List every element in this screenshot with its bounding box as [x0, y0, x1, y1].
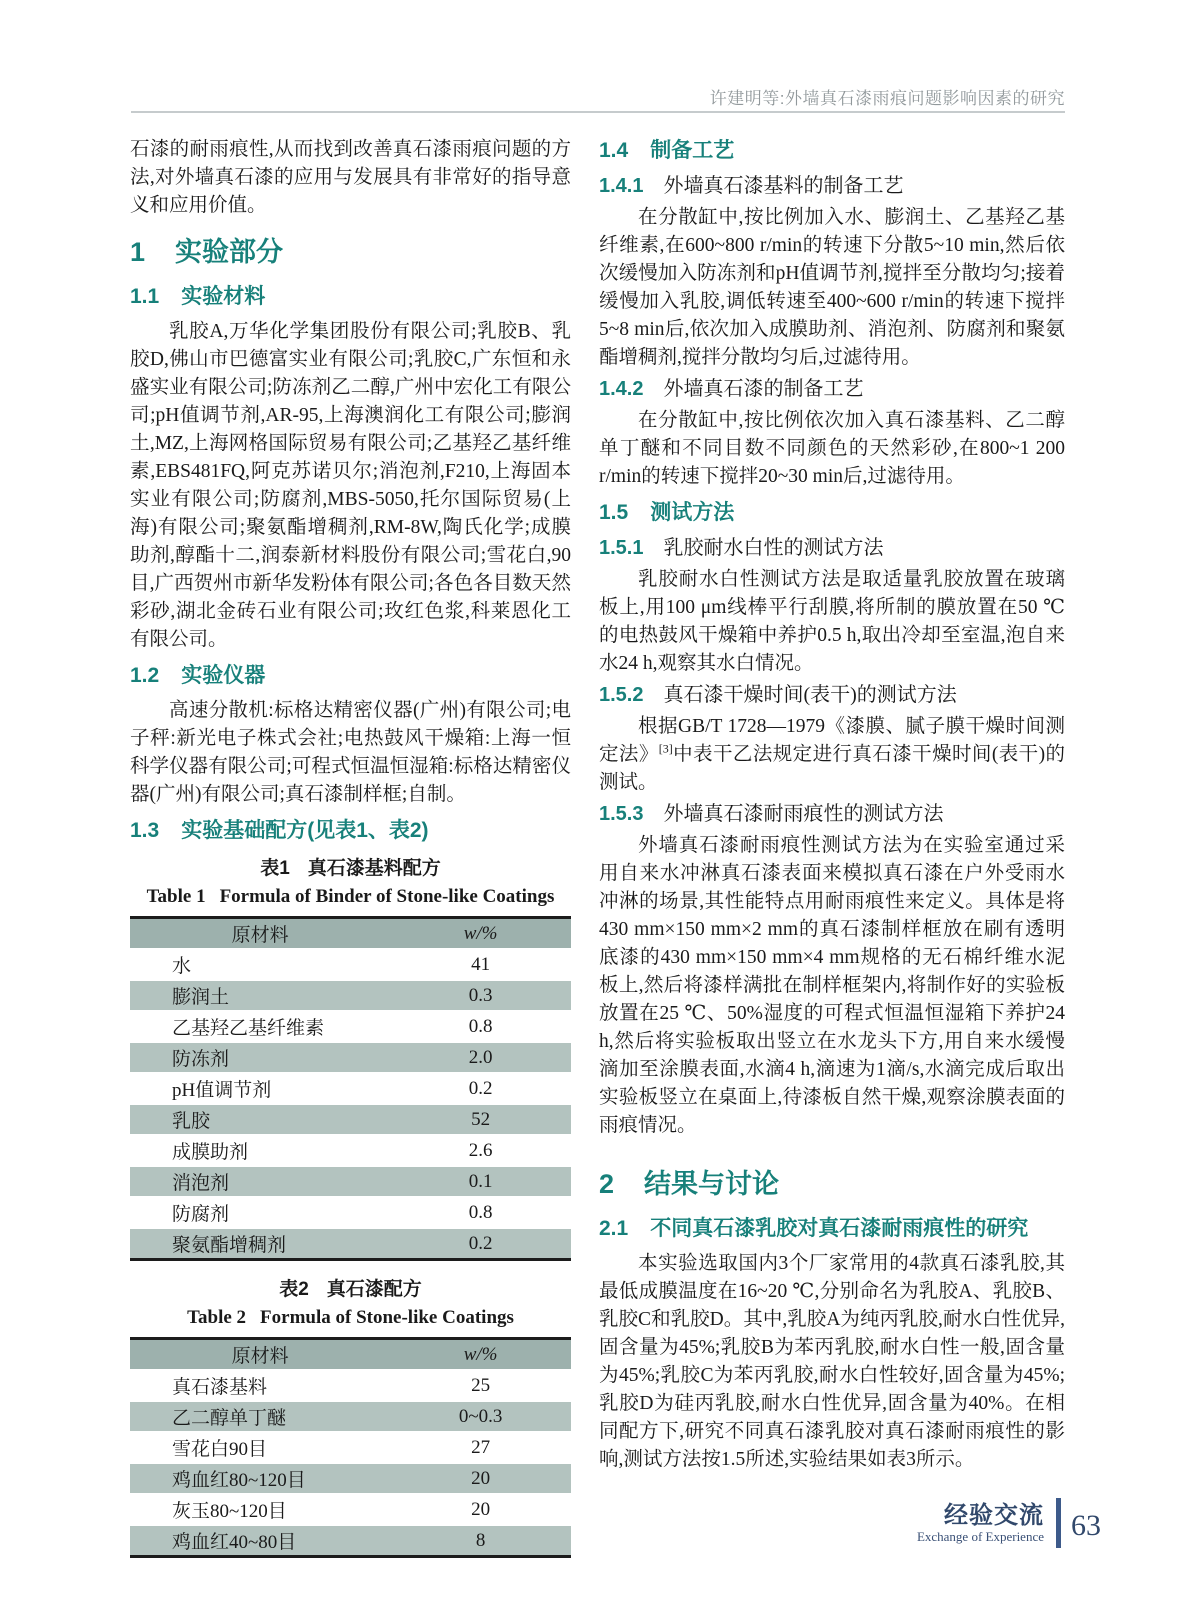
section-title: 实验仪器: [181, 664, 266, 687]
table2-caption-zh: [130, 1277, 571, 1303]
table-row: [130, 1494, 571, 1525]
column-header-material: 原材料: [130, 918, 390, 950]
table1-label-zh: 表1: [260, 858, 290, 879]
table-header-row: [130, 918, 571, 950]
table-cell: 0.1: [390, 1166, 571, 1197]
table-cell: 消泡剂: [130, 1166, 390, 1197]
instruments-paragraph: 高速分散机:标格达精密仪器(广州)有限公司;电子秤:新光电子株式会社;电热鼓风干燥箱:上海一恒科学仪器有限公司;可程式恒温恒湿箱:标格达精密仪器(广州)有限公司;真石漆制样框;自制。: [130, 700, 571, 805]
table-cell: 0.3: [390, 980, 571, 1011]
table1-binder-formula: [130, 916, 571, 1261]
emulsion-study-paragraph: 本实验选取国内3个厂家常用的4款真石漆乳胶,其最低成膜温度在16~20 ℃,分别命名为乳胶A、乳胶B、乳胶C和乳胶D。其中,乳胶A为纯丙乳胶,耐水白性优异,固含量为45%;乳胶B为苯丙乳胶,耐水白性一般,固含量为45%;乳胶C为苯丙乳胶,耐水白性较好,固含量为45%;乳胶D为硅丙乳胶,耐水白性优异,固含量为40%。在相同配方下,研究不同真石漆乳胶对真石漆耐雨痕性的影响,测试方法按1.5所述,实验结果如表3所示。: [599, 1253, 1065, 1470]
table-row: [130, 1011, 571, 1042]
table-cell: 防冻剂: [130, 1042, 390, 1073]
materials-paragraph: 乳胶A,万华化学集团股份有限公司;乳胶B、乳胶D,佛山市巴德富实业有限公司;乳胶C,广东恒和永盛实业有限公司;防冻剂乙二醇,广州中宏化工有限公司;pH值调节剂,AR-95,上海澳润化工有限公司;膨润土,MZ,上海网格国际贸易有限公司;乙基羟乙基纤维素,EBS481FQ,阿克苏诺贝尔;消泡剂,F210,上海固本实业有限公司;防腐剂,MBS-5050,托尔国际贸易(上海)有限公司;聚氨酯增稠剂,RM-8W,陶氏化学;成膜助剂,醇酯十二,润泰新材料股份有限公司;雪花白,90目,广西贺州市新华发粉体有限公司;各色各目数天然彩砂,湖北金砖石业有限公司;玫红色浆,科莱恩化工有限公司。: [130, 321, 571, 650]
table-cell: 20: [390, 1463, 571, 1494]
table-header-row: [130, 1339, 571, 1371]
section-number: 2.1: [599, 1217, 629, 1240]
table-cell: 鸡血红40~80目: [130, 1525, 390, 1557]
subsubsection-heading-1-4-1: [599, 172, 1065, 201]
water-whitening-test-paragraph: 乳胶耐水白性测试方法是取适量乳胶放置在玻璃板上,用100 μm线棒平行刮膜,将所制的膜放置在50 ℃的电热鼓风干燥箱中养护0.5 h,取出冷却至室温,泡自来水24 h,观察其水白情况。: [599, 569, 1065, 674]
section-title: 外墙真石漆基料的制备工艺: [663, 175, 904, 197]
section-number: 1.4.1: [599, 175, 644, 197]
section-heading-2: [599, 1166, 1065, 1202]
section-title: 实验基础配方(见表1、表2): [181, 819, 429, 842]
section-number: 1.5.2: [599, 684, 644, 706]
paragraph-text: 中表干乙法规定进行真石漆干燥时间(表干)的测试。: [599, 744, 1065, 793]
table-row: [130, 1073, 571, 1104]
table-row: [130, 1401, 571, 1432]
subsection-heading-1-2: [130, 661, 571, 691]
section-number: 2: [599, 1169, 615, 1199]
table-cell: 雪花白90目: [130, 1432, 390, 1463]
table-cell: 2.6: [390, 1135, 571, 1166]
column-header-material: 原材料: [130, 1339, 390, 1371]
table-cell: 2.0: [390, 1042, 571, 1073]
subsection-heading-1-5: [599, 498, 1065, 528]
section-title: 结果与讨论: [644, 1169, 780, 1199]
table-cell: 乙二醇单丁醚: [130, 1401, 390, 1432]
table1-caption-zh: [130, 856, 571, 882]
section-title: 实验部分: [175, 237, 284, 267]
table-cell: 0.2: [390, 1073, 571, 1104]
subsection-heading-2-1: [599, 1214, 1065, 1244]
section-number: 1.5: [599, 501, 629, 524]
subsubsection-heading-1-5-1: [599, 534, 1065, 563]
footer-divider-bar: [1056, 1498, 1061, 1548]
table-row: [130, 1042, 571, 1073]
table-cell: 成膜助剂: [130, 1135, 390, 1166]
table-cell: 真石漆基料: [130, 1370, 390, 1401]
drying-time-test-paragraph: [599, 713, 1065, 797]
section-number: 1.1: [130, 285, 160, 308]
citation-superscript: [3]: [658, 741, 673, 756]
subsection-heading-1-1: [130, 282, 571, 312]
table-row: [130, 1197, 571, 1228]
table2-title-zh: 真石漆配方: [326, 1279, 422, 1300]
section-title: 外墙真石漆耐雨痕性的测试方法: [663, 803, 944, 825]
section-title: 测试方法: [650, 501, 735, 524]
table-cell: 41: [390, 949, 571, 980]
footer-section-labels: [917, 1503, 1044, 1544]
section-number: 1.4.2: [599, 378, 644, 400]
table1-caption-en: [130, 884, 571, 910]
section-title: 乳胶耐水白性的测试方法: [663, 537, 884, 559]
page-number: 63: [1071, 1509, 1101, 1542]
table-cell: 8: [390, 1525, 571, 1557]
table-row: [130, 1463, 571, 1494]
coating-process-paragraph: 在分散缸中,按比例依次加入真石漆基料、乙二醇单丁醚和不同目数不同颜色的天然彩砂,在800~1 200 r/min的转速下搅拌20~30 min后,过滤待用。: [599, 410, 1065, 487]
table2-label-en: Table 2: [187, 1307, 247, 1328]
table2-caption-en: [130, 1305, 571, 1331]
table2-body: [130, 1370, 571, 1557]
footer-section-zh: 经验交流: [944, 1501, 1044, 1529]
running-header: 许建明等:外墙真石漆雨痕问题影响因素的研究: [709, 89, 1065, 108]
table-cell: 膨润土: [130, 980, 390, 1011]
section-title: 制备工艺: [650, 139, 735, 162]
table2-title-en: Formula of Stone-like Coatings: [260, 1307, 514, 1328]
table1-label-en: Table 1: [146, 886, 206, 907]
table-cell: 乳胶: [130, 1104, 390, 1135]
table-cell: 防腐剂: [130, 1197, 390, 1228]
table-row: [130, 1135, 571, 1166]
table2-coating-formula: [130, 1337, 571, 1558]
table-cell: 27: [390, 1432, 571, 1463]
table-cell: 鸡血红80~120目: [130, 1463, 390, 1494]
footer-section-en: Exchange of Experience: [916, 1528, 1044, 1544]
section-number: 1.2: [130, 664, 160, 687]
subsubsection-heading-1-5-2: [599, 681, 1065, 710]
subsubsection-heading-1-4-2: [599, 375, 1065, 404]
right-column: [599, 136, 1065, 1474]
subsubsection-heading-1-5-3: [599, 800, 1065, 829]
subsection-heading-1-3: [130, 816, 571, 846]
table-cell: 灰玉80~120目: [130, 1494, 390, 1525]
table-row: [130, 1525, 571, 1557]
table-cell: 乙基羟乙基纤维素: [130, 1011, 390, 1042]
table-cell: 52: [390, 1104, 571, 1135]
section-title: 不同真石漆乳胶对真石漆耐雨痕性的研究: [650, 1217, 1029, 1240]
section-number: 1: [130, 237, 146, 267]
binder-process-paragraph: 在分散缸中,按比例加入水、膨润土、乙基羟乙基纤维素,在600~800 r/min的转速下分散5~10 min,然后依次缓慢加入防冻剂和pH值调节剂,搅拌至分散均匀;接着缓慢加入乳胶,调低转速至400~600 r/min的转速下搅拌5~8 min后,依次加入成膜助剂、消泡剂、防腐剂和聚氨酯增稠剂,搅拌分散均匀后,过滤待用。: [599, 207, 1065, 368]
header-rule: [131, 111, 1065, 113]
table1-title-zh: 真石漆基料配方: [307, 858, 441, 879]
table-cell: 水: [130, 949, 390, 980]
page-footer: [917, 1498, 1101, 1548]
section-heading-1: [130, 234, 571, 270]
section-title: 实验材料: [181, 285, 266, 308]
table-row: [130, 1370, 571, 1401]
table-cell: 25: [390, 1370, 571, 1401]
table-cell: 0.2: [390, 1228, 571, 1260]
left-column: [130, 136, 571, 1564]
paragraph-text: 根据GB/T 1728—1979《漆膜、腻子膜干燥时间测定法》: [599, 716, 1065, 765]
section-number: 1.5.1: [599, 537, 644, 559]
table-cell: 20: [390, 1494, 571, 1525]
table-cell: 0~0.3: [390, 1401, 571, 1432]
table-row: [130, 949, 571, 980]
table-cell: pH值调节剂: [130, 1073, 390, 1104]
table-row: [130, 1166, 571, 1197]
table-row: [130, 1432, 571, 1463]
table1-body: [130, 949, 571, 1260]
section-title: 外墙真石漆的制备工艺: [663, 378, 864, 400]
table1-title-en: Formula of Binder of Stone-like Coatings: [219, 886, 555, 907]
table-row: [130, 1228, 571, 1260]
subsection-heading-1-4: [599, 136, 1065, 166]
table-cell: 0.8: [390, 1011, 571, 1042]
table-cell: 0.8: [390, 1197, 571, 1228]
table-row: [130, 1104, 571, 1135]
section-number: 1.4: [599, 139, 629, 162]
table2-label-zh: 表2: [279, 1279, 309, 1300]
column-header-weight-percent: w/%: [390, 1339, 571, 1371]
table-row: [130, 980, 571, 1011]
section-title: 真石漆干燥时间(表干)的测试方法: [663, 684, 957, 706]
intro-paragraph: 石漆的耐雨痕性,从而找到改善真石漆雨痕问题的方法,对外墙真石漆的应用与发展具有非常好的指导意义和应用价值。: [130, 139, 571, 216]
section-number: 1.5.3: [599, 803, 644, 825]
column-header-weight-percent: w/%: [390, 918, 571, 950]
table-cell: 聚氨酯增稠剂: [130, 1228, 390, 1260]
section-number: 1.3: [130, 819, 160, 842]
rain-mark-test-paragraph: 外墙真石漆耐雨痕性测试方法为在实验室通过采用自来水冲淋真石漆表面来模拟真石漆在户外受雨水冲淋的场景,其性能特点用耐雨痕性来定义。具体是将430 mm×150 mm×2 mm的真石漆制样框放在刷有透明底漆的430 mm×150 mm×4 mm规格的无石棉纤维水泥板上,然后将漆样满批在制样框架内,将制作好的实验板放置在25 ℃、50%湿度的可程式恒温恒湿箱下养护24 h,然后将实验板取出竖立在水龙头下方,用自来水缓慢滴加至涂膜表面,水滴4 h,滴速为1滴/s,水滴完成后取出实验板竖立在桌面上,待漆板自然干燥,观察涂膜表面的雨痕情况。: [599, 835, 1065, 1136]
